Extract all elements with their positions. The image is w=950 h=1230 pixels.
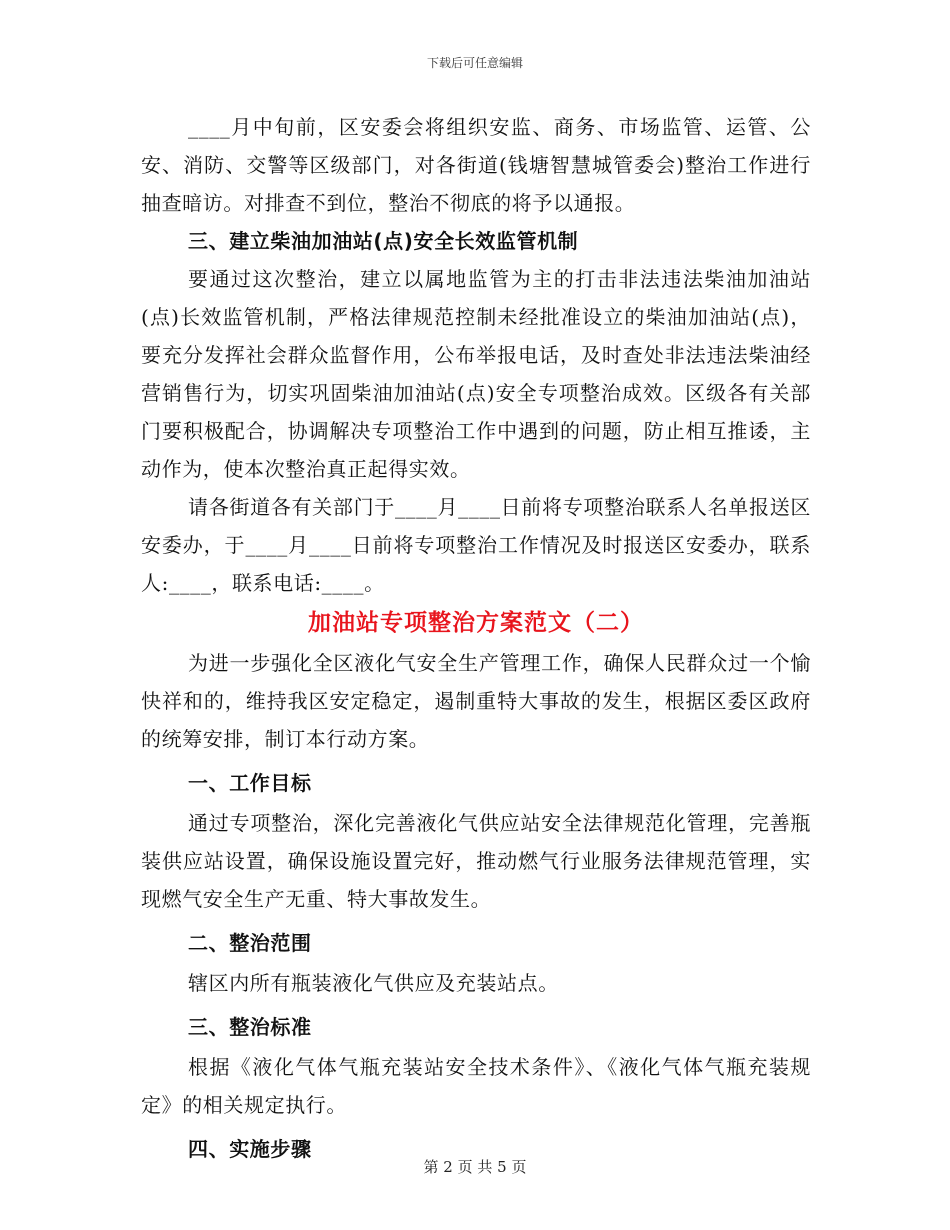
page-footer: 第 2 页 共 5 页 — [423, 1158, 527, 1176]
paragraph-contact: 请各街道各有关部门于____月____日前将专项整治联系人名单报送区安委办，于____月____日前将专项整治工作情况及时报送区安委办，联系人:____，联系电话:____。 — [141, 495, 811, 595]
heading-long-term-mechanism: 三、建立柴油加油站(点)安全长效监管机制 — [188, 229, 579, 253]
paragraph-scope: 辖区内所有瓶装液化气供应及充装站点。 — [188, 971, 559, 995]
heading-work-goal: 一、工作目标 — [188, 771, 312, 795]
page-header: 下载后可任意编辑 — [426, 56, 523, 70]
section-title: 加油站专项整治方案范文（二） — [308, 610, 644, 636]
paragraph-inspection: ____月中旬前，区安委会将组织安监、商务、市场监管、运管、公安、消防、交警等区级部门，对各街道(钱塘智慧城管委会)整治工作进行抽查暗访。对排查不到位，整治不彻底的将予以通报。 — [141, 115, 811, 215]
heading-standard: 三、整治标准 — [188, 1015, 312, 1039]
paragraph-intro: 为进一步强化全区液化气安全生产管理工作，确保人民群众过一个愉快祥和的，维持我区安定稳定，遏制重特大事故的发生，根据区委区政府的统筹安排，制订本行动方案。 — [141, 651, 811, 751]
heading-scope: 二、整治范围 — [188, 931, 312, 955]
document-body — [141, 108, 811, 1170]
paragraph-standard: 根据《液化气体气瓶充装站安全技术条件》、《液化气体气瓶充装规定》的相关规定执行。 — [141, 1055, 811, 1117]
paragraph-work-goal: 通过专项整治，深化完善液化气供应站安全法律规范化管理，完善瓶装供应站设置，确保设施设置完好，推动燃气行业服务法律规范管理，实现燃气安全生产无重、特大事故发生。 — [141, 811, 811, 911]
heading-steps: 四、实施步骤 — [188, 1137, 312, 1161]
paragraph-mechanism: 要通过这次整治，建立以属地监管为主的打击非法违法柴油加油站(点)长效监管机制，严格法律规范控制未经批准设立的柴油加油站(点)，要充分发挥社会群众监督作用，公布举报电话，及时查处非法违法柴油经营销售行为，切实巩固柴油加油站(点)安全专项整治成效。区级各有关部门要积极配合，协调解决专项整治工作中遇到的问题，防止相互推诿，主动作为，使本次整治真正起得实效。 — [141, 267, 811, 481]
